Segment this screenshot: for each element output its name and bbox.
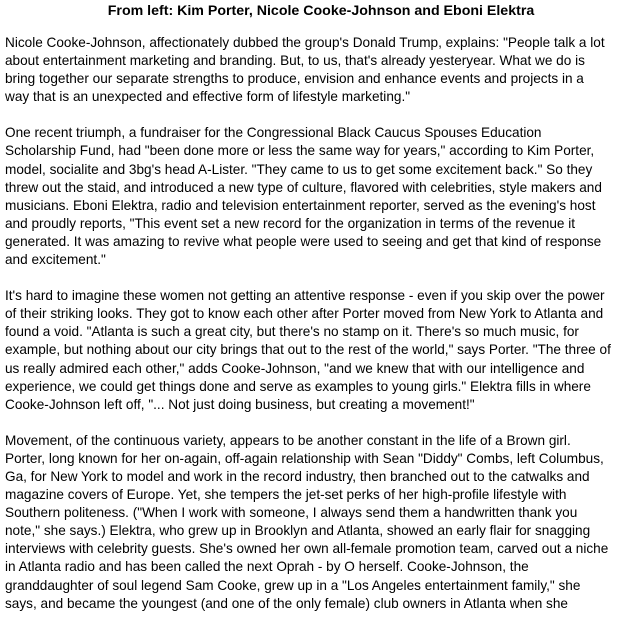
paragraph-4: [5, 432, 637, 613]
text-line: and proudly reports, "This event set a new record for the organization in terms of the revenue it: [5, 215, 576, 231]
text-line: Cooke-Johnson left off, "... Not just doing business, but creating a movement!": [5, 396, 475, 412]
text-line: experience, we could get things done and serve as examples to young girls." Elektra fills in where: [5, 378, 591, 394]
text-line: Porter, long known for her on-again, off-again relationship with Sean "Diddy" Combs, left Columbus,: [5, 450, 604, 466]
text-line: Ga, for New York to model and work in the record industry, then branched out to the catwalks and: [5, 468, 590, 484]
text-line: in Atlanta radio and has been called the next Oprah - by O herself. Cooke-Johnson, the: [5, 559, 529, 575]
article: [5, 0, 637, 631]
text-line: magazine covers of Europe. Yet, she tempers the jet-set perks of her high-profile lifestyle with: [5, 487, 567, 503]
text-line: generated. It was amazing to revive what people were used to seeing and get that kind of response: [5, 233, 602, 249]
paragraph-1: [5, 34, 637, 106]
text-line: Movement, of the continuous variety, appears to be another constant in the life of a Brown girl.: [5, 432, 571, 448]
text-line: musicians. Eboni Elektra, radio and television entertainment reporter, served as the evening's host: [5, 197, 596, 213]
text-line: One recent triumph, a fundraiser for the Congressional Black Caucus Spouses Education: [5, 125, 542, 141]
text-line: Nicole Cooke-Johnson, affectionately dubbed the group's Donald Trump, explains: "People talk a lot: [5, 35, 605, 50]
text-line: Scholarship Fund, had "been done more or less the same way for years," according to Kim Porter,: [5, 143, 595, 159]
text-line: and excitement.": [5, 252, 106, 268]
text-line: way that is an unexpected and effective form of lifestyle marketing.": [5, 89, 411, 105]
text-line: Southern politeness. ("When I work with someone, I always send them a handwritten thank you: [5, 505, 578, 521]
text-line: about entertainment marketing and branding. But, to us, that's already yesteryear. What we do is: [5, 53, 585, 69]
text-line: threw out the staid, and introduced a new type of culture, flavored with celebrities, style makers and: [5, 179, 602, 195]
text-line: interviews with celebrity guests. She's owned her own all-female promotion team, carved out a niche: [5, 541, 609, 557]
photo-caption: From left: Kim Porter, Nicole Cooke-Johnson and Eboni Elektra: [107, 3, 535, 19]
text-line: bring together our separate strengths to produce, envision and enhance events and projects in a: [5, 71, 584, 87]
text-line: found a void. "Atlanta is such a great city, but there's no stamp on it. There's so much music, for: [5, 324, 579, 340]
text-line: us really admired each other," adds Cooke-Johnson, "and we knew that with our intelligence and: [5, 360, 585, 376]
paragraph-2: [5, 124, 637, 269]
paragraph-3: [5, 287, 637, 414]
text-line: of their striking looks. They got to know each other after Porter moved from New York to Atlanta and: [5, 306, 604, 322]
text-line: says, and became the youngest (and one of the only female) club owners in Atlanta when she: [5, 595, 568, 611]
text-line: note," she says.) Elektra, who grew up in Brooklyn and Atlanta, showed an early flair for snagging: [5, 523, 591, 539]
text-line: granddaughter of soul legend Sam Cooke, grew up in a "Los Angeles entertainment family," she: [5, 577, 581, 593]
text-line: It's hard to imagine these women not getting an attentive response - even if you skip over the power: [5, 288, 605, 304]
text-line: example, but nothing about our city brings that out to the rest of the world," says Porter. "The three of: [5, 342, 611, 358]
text-line: model, socialite and 3bg's head A-Lister. "They came to us to get some excitement back." So they: [5, 161, 593, 177]
